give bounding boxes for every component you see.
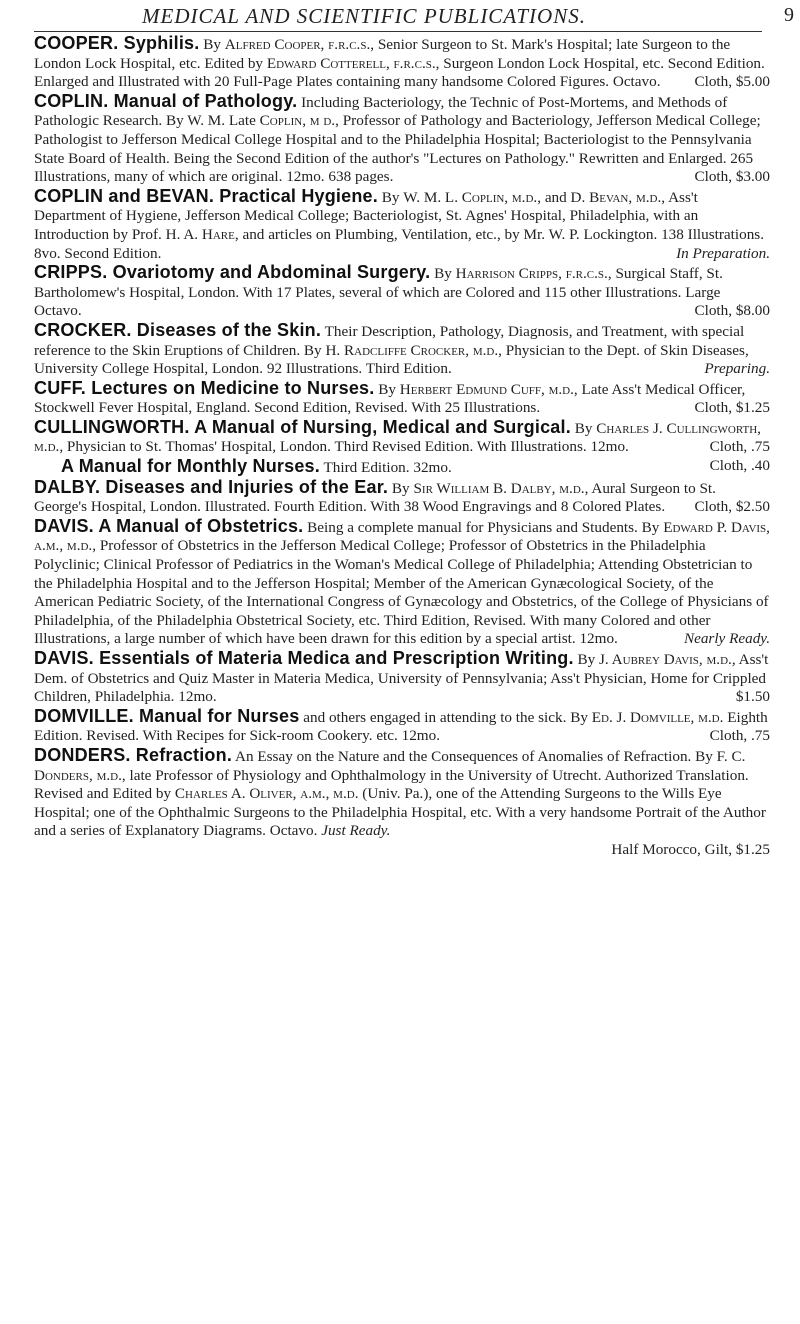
entry-heading: COOPER. Syphilis. — [34, 33, 200, 53]
entry-heading: CROCKER. Diseases of the Skin. — [34, 319, 322, 340]
entry-dalby: DALBY. Diseases and Injuries of the Ear. By Sir William B. Dalby, m.d., Aural Surgeon to St. George's Hospital, London. Illustrated. Fourth Edition. With 38 Wood Engravings and 8 Colored Plates. Cloth, $2.50 — [34, 476, 770, 516]
price: Nearly Ready. — [683, 630, 770, 648]
entry-domville: DOMVILLE. Manual for Nurses and others engaged in attending to the sick. By Ed. J. Domville, m.d. Eighth Edition. Revised. With Recipes for Sick-room Cookery. etc. 12mo. Cloth, .75 — [34, 705, 770, 745]
entry-davis-materia-medica: DAVIS. Essentials of Materia Medica and Prescription Writing. By J. Aubrey Davis, m.d., Ass't Dem. of Obstetrics and Quiz Master in Materia Medica, University of Pennsylvania; Ass't Physician, Home for Crippled Children, Philadelphia. 12mo. $1.50 — [34, 648, 770, 706]
entry-heading: DAVIS. Essentials of Materia Medica and Prescription Writing. — [34, 648, 574, 668]
author-name: D. Bevan, m.d., — [570, 188, 666, 206]
author-name: H. A. Hare, — [165, 225, 239, 243]
header-rule — [34, 31, 762, 32]
entry-heading: CULLINGWORTH. A Manual of Nursing, Medical and Surgical. — [34, 416, 571, 437]
price: Preparing. — [704, 360, 770, 378]
author-name: Sir William B. Dalby, m.d., — [413, 479, 589, 497]
entry-heading: COPLIN and BEVAN. Practical Hygiene. — [34, 185, 378, 206]
price: Cloth, $8.00 — [694, 302, 770, 320]
author-name: Edward P. Davis, a.m., m.d., — [34, 518, 770, 555]
page-header — [34, 4, 794, 34]
price: Cloth, .75 — [709, 438, 770, 456]
availability-note: Just Ready. — [321, 822, 391, 840]
author-name: J. Aubrey Davis, m.d., — [599, 651, 736, 668]
author-name: H. Radcliffe Crocker, m.d., — [325, 341, 502, 359]
entry-heading: A Manual for Monthly Nurses. — [61, 456, 320, 477]
price: Cloth, $5.00 — [694, 73, 770, 91]
author-name: F. C. Donders, m.d., — [34, 747, 746, 784]
running-title: MEDICAL AND SCIENTIFIC PUBLICATIONS. — [142, 4, 586, 28]
entry-heading: CRIPPS. Ovariotomy and Abdominal Surgery. — [34, 262, 431, 283]
entry-heading: DOMVILLE. Manual for Nurses — [34, 705, 300, 726]
author-name: Ed. J. Domville, m.d. — [591, 708, 724, 726]
entry-cullingworth-monthly: A Manual for Monthly Nurses. Third Edition. 32mo. Cloth, .40 — [61, 456, 770, 477]
price: Cloth, .75 — [709, 727, 770, 745]
author-name: Herbert Edmund Cuff, m.d., — [399, 380, 578, 398]
entry-list — [34, 34, 770, 860]
entry-heading: DAVIS. A Manual of Obstetrics. — [34, 515, 304, 536]
author-name: W. M. L. Coplin, m.d., — [403, 188, 542, 206]
price: Half Morocco, Gilt, $1.25 — [611, 840, 770, 858]
entry-cullingworth: CULLINGWORTH. A Manual of Nursing, Medical and Surgical. By Charles J. Cullingworth, m.d., Physician to St. Thomas' Hospital, London. Third Revised Edition. With Illustrations. 12mo. Cloth, .75 — [34, 416, 770, 456]
entry-coplin-bevan: COPLIN and BEVAN. Practical Hygiene. By W. M. L. Coplin, m.d., and D. Bevan, m.d., Ass't Department of Hygiene, Jefferson Medical College; Bacteriologist, St. Agnes' Hospital, Philadelphia, with an Introduction by Prof. H. A. Hare, and articles on Plumbing, Ventilation, etc., by Mr. W. P. Lockington. 138 Illustrations. 8vo. Second Edition. In Preparation. — [34, 185, 770, 262]
page-number: 9 — [784, 4, 794, 26]
price: Cloth, .40 — [709, 457, 770, 475]
editor-name: Edward Cotterell, f.r.c.s., — [266, 54, 440, 72]
entry-heading: CUFF. Lectures on Medicine to Nurses. — [34, 377, 375, 398]
entry-davis-obstetrics: DAVIS. A Manual of Obstetrics. Being a complete manual for Physicians and Students. By Edward P. Davis, a.m., m.d., Professor of Obstetrics in the Jefferson Medical College; Professor of Obstetrics in the Philadelphia Polyclinic; Clinical Professor of Pediatrics in the Woman's Medical College of Philadelphia; Attending Obstetrician to the Philadelphia Hospital and to the Jefferson Hospital; Member of the American Gynæcological Society, of the American Pediatric Society, of the International Congress of Gynæcology and Obstetrics, of the College of Physicians of Philadelphia, of the Philadelphia Obstetrical Society, etc. Third Edition, Revised. With many Colored and other Illustrations, a large number of which have been drawn for this edition by a special artist. 12mo. Nearly Ready. — [34, 515, 770, 648]
entry-cooper: COOPER. Syphilis. By Alfred Cooper, f.r.c.s., Senior Surgeon to St. Mark's Hospital; late Surgeon to the London Lock Hospital, etc. Edited by Edward Cotterell, f.r.c.s., Surgeon London Lock Hospital, etc. Second Edition. Enlarged and Illustrated with 20 Full-Page Plates containing many handsome Colored Figures. Octavo. Cloth, $5.00 — [34, 33, 770, 91]
entry-donders: DONDERS. Refraction. An Essay on the Nature and the Consequences of Anomalies of Refraction. By F. C. Donders, m.d., late Professor of Physiology and Ophthalmology in the University of Utrecht. Authorized Translation. Revised and Edited by Charles A. Oliver, a.m., m.d. (Univ. Pa.), one of the Attending Surgeons to the Wills Eye Hospital; one of the Ophthalmic Surgeons to the Philadelphia Hospital, etc. With a very handsome Portrait of the Author and a series of Explanatory Diagrams. Octavo. Just Ready. Half Morocco, Gilt, $1.25 — [34, 744, 770, 858]
entry-crocker: CROCKER. Diseases of the Skin. Their Description, Pathology, Diagnosis, and Treatment, with special reference to the Skin Eruptions of Children. By H. Radcliffe Crocker, m.d., Physician to the Dept. of Skin Diseases, University College Hospital, London. 92 Illustrations. Third Edition. Preparing. — [34, 319, 770, 378]
price: In Preparation. — [676, 244, 770, 262]
price: Cloth, $2.50 — [694, 498, 770, 516]
price: Cloth, $3.00 — [694, 168, 770, 186]
author-name: Charles J. Cullingworth, m.d., — [34, 419, 761, 456]
entry-cripps: CRIPPS. Ovariotomy and Abdominal Surgery. By Harrison Cripps, f.r.c.s., Surgical Staff, St. Bartholomew's Hospital, London. With 17 Plates, several of which are Colored and 115 other Illustrations. Large Octavo. Cloth, $8.00 — [34, 262, 770, 320]
author-name: Coplin, m d., — [259, 112, 339, 130]
price: Cloth, $1.25 — [694, 399, 770, 417]
price: $1.50 — [735, 688, 770, 706]
entry-heading: DALBY. Diseases and Injuries of the Ear. — [34, 476, 389, 497]
entry-cuff: CUFF. Lectures on Medicine to Nurses. By Herbert Edmund Cuff, m.d., Late Ass't Medical Officer, Stockwell Fever Hospital, England. Second Edition, Revised. With 25 Illustrations. Cloth, $1.25 — [34, 377, 770, 417]
entry-heading: COPLIN. Manual of Pathology. — [34, 90, 298, 111]
author-name: Alfred Cooper, f.r.c.s., — [224, 36, 375, 53]
entry-coplin: COPLIN. Manual of Pathology. Including Bacteriology, the Technic of Post-Mortems, and Methods of Pathologic Research. By W. M. Late Coplin, m d., Professor of Pathology and Bacteriology, Jefferson Medical College; Pathologist to Jefferson Medical College Hospital and to the Philadelphia Hospital; Bacteriologist to the Pennsylvania State Board of Health. Being the Second Edition of the author's "Lectures on Pathology." Rewritten and Enlarged. 265 Illustrations, many of which are original. 12mo. 638 pages. Cloth, $3.00 — [34, 90, 770, 186]
author-name: Harrison Cripps, f.r.c.s., — [455, 265, 612, 283]
entry-heading: DONDERS. Refraction. — [34, 744, 233, 765]
editor-name: Charles A. Oliver, a.m., m.d. — [174, 785, 359, 803]
